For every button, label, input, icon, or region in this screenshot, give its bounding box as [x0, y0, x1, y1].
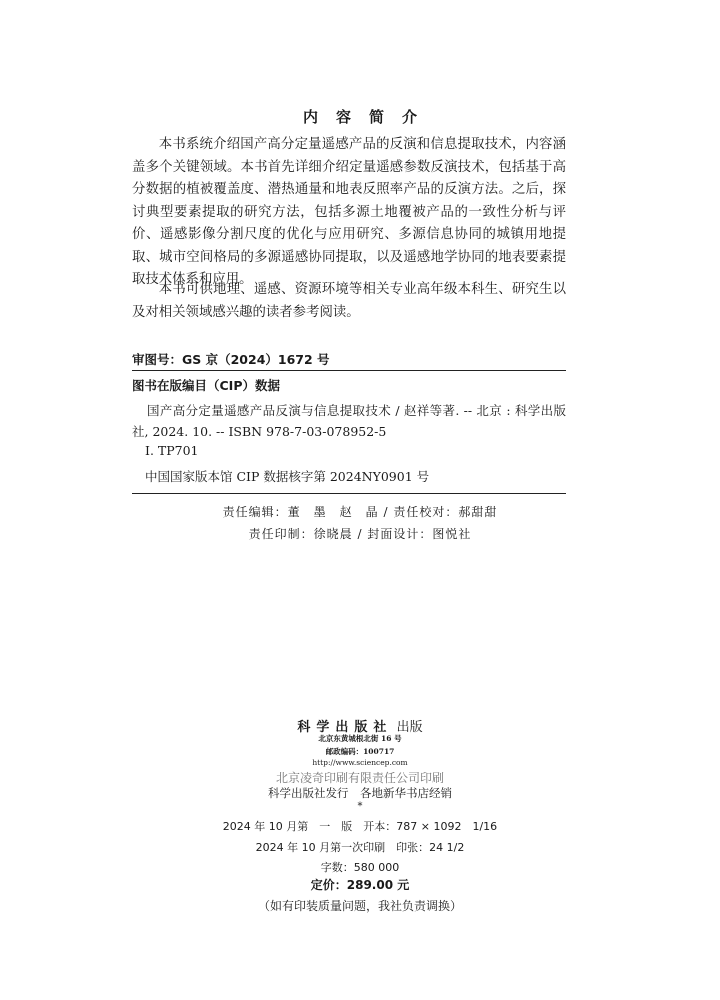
- publisher-address: 北京东黄城根北街 16 号: [318, 734, 402, 743]
- print-credits: 责任印制：徐晓晨 / 封面设计：图悦社: [248, 527, 472, 541]
- price: 定价：289.00 元: [310, 878, 410, 892]
- page-title: 内容简介: [302, 108, 435, 126]
- cip-heading: 图书在版编目（CIP）数据: [132, 378, 280, 393]
- intro-paragraph-2: 本书可供地理、遥感、资源环境等相关专业高年级本科生、研究生以及对相关领域感兴趣的读者参考阅读。: [132, 282, 566, 320]
- edition-line: 2024 年 10 月第 一 版 开本：787 × 1092 1/16: [222, 820, 498, 833]
- quality-notice: （如有印装质量问题，我社负责调换）: [257, 899, 462, 913]
- publisher-suffix: 出版: [396, 720, 423, 735]
- printing-line: 2024 年 10 月第一次印刷 印张：24 1/2: [255, 841, 465, 854]
- cip-classification: Ⅰ. TP701: [145, 443, 199, 458]
- separator-star: *: [357, 801, 363, 812]
- cip-entry: 国产高分定量遥感产品反演与信息提取技术 / 赵祥等著. -- 北京 : 科学出版社, 2024. 10. -- ISBN 978-7-03-078952-5: [132, 403, 566, 439]
- publisher-logo-text: 科学出版社: [297, 720, 393, 735]
- map-review-number: 审图号：GS 京（2024）1672 号: [132, 352, 330, 367]
- cip-number: 中国国家版本馆 CIP 数据核字第 2024NY0901 号: [145, 469, 430, 484]
- distribution-line: 科学出版社发行 各地新华书店经销: [268, 786, 452, 800]
- intro-paragraph-1: 本书系统介绍国产高分定量遥感产品的反演和信息提取技术，内容涵盖多个关键领域。本书首先详细介绍定量遥感参数反演技术，包括基于高分数据的植被覆盖度、潜热通量和地表反照率产品的反演方法。之后，探讨典型要素提取的研究方法，包括多源土地覆被产品的一致性分析与评价、遥感影像分割尺度的优化与应用研究、多源信息协同的城镇用地提取、城市空间格局的多源遥感协同提取，以及遥感地学协同的地表要素提取技术体系和应用。: [132, 137, 566, 287]
- divider-bottom: [132, 493, 566, 494]
- printer-line: 北京凌奇印刷有限责任公司印刷: [275, 771, 444, 785]
- publisher-postcode: 邮政编码：100717: [325, 747, 395, 756]
- editor-credits: 责任编辑：董 墨 赵 晶 / 责任校对：郝甜甜: [222, 505, 498, 519]
- publisher-url: http://www.sciencep.com: [312, 758, 408, 767]
- word-count: 字数：580 000: [320, 861, 400, 874]
- divider-top: [132, 370, 566, 371]
